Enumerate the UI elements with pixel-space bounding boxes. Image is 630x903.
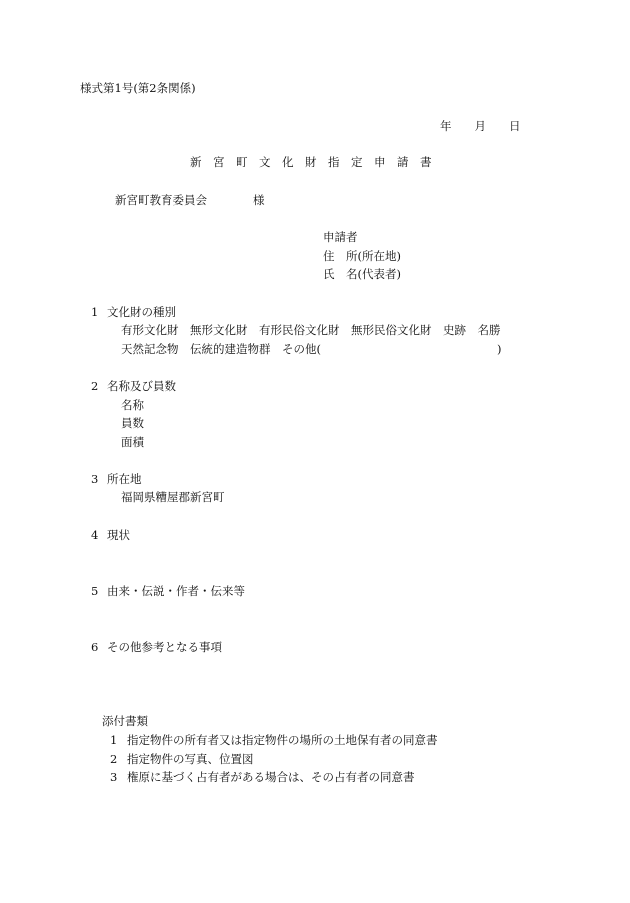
section-heading: その他参考となる事項 [107,640,222,654]
attachment-number: 1 [110,733,118,747]
section-number: 6 [91,640,99,654]
applicant-name-label: 氏 名(代表者) [323,267,401,281]
section-number: 5 [91,584,99,598]
section-heading: 由来・伝説・作者・伝来等 [107,584,245,598]
addressee: 新宮町教育委員会 様 [115,193,265,207]
section-heading: 名称及び員数 [107,379,176,393]
section-number: 2 [91,379,99,393]
section-number: 1 [91,305,99,319]
applicant-address-label: 住 所(所在地) [323,249,401,263]
section-heading: 所在地 [107,472,142,486]
quantity-label: 員数 [121,416,144,430]
attachment-text: 指定物件の所有者又は指定物件の場所の土地保有者の同意書 [127,733,438,747]
section-heading: 現状 [107,528,130,542]
applicant-heading: 申請者 [323,230,358,244]
form-number: 様式第1号(第2条関係) [80,81,196,95]
location-value: 福岡県糟屋郡新宮町 [121,490,225,504]
attachment-number: 3 [110,770,118,784]
other-close-paren: ) [497,342,502,356]
attachments-heading: 添付書類 [102,714,148,728]
type-options-line-2: 天然記念物 伝統的建造物群 その他( [121,342,321,356]
section-heading: 文化財の種別 [107,305,176,319]
attachment-text: 指定物件の写真、位置図 [127,752,254,766]
section-number: 4 [91,528,99,542]
attachment-text: 権原に基づく占有者がある場合は、その占有者の同意書 [127,770,415,784]
document-title: 新 宮 町 文 化 財 指 定 申 請 書 [190,155,432,169]
area-label: 面積 [121,435,144,449]
section-number: 3 [91,472,99,486]
attachment-number: 2 [110,752,118,766]
date-line: 年 月 日 [440,119,521,133]
type-options-line-1: 有形文化財 無形文化財 有形民俗文化財 無形民俗文化財 史跡 名勝 [121,323,501,337]
name-label: 名称 [121,398,144,412]
